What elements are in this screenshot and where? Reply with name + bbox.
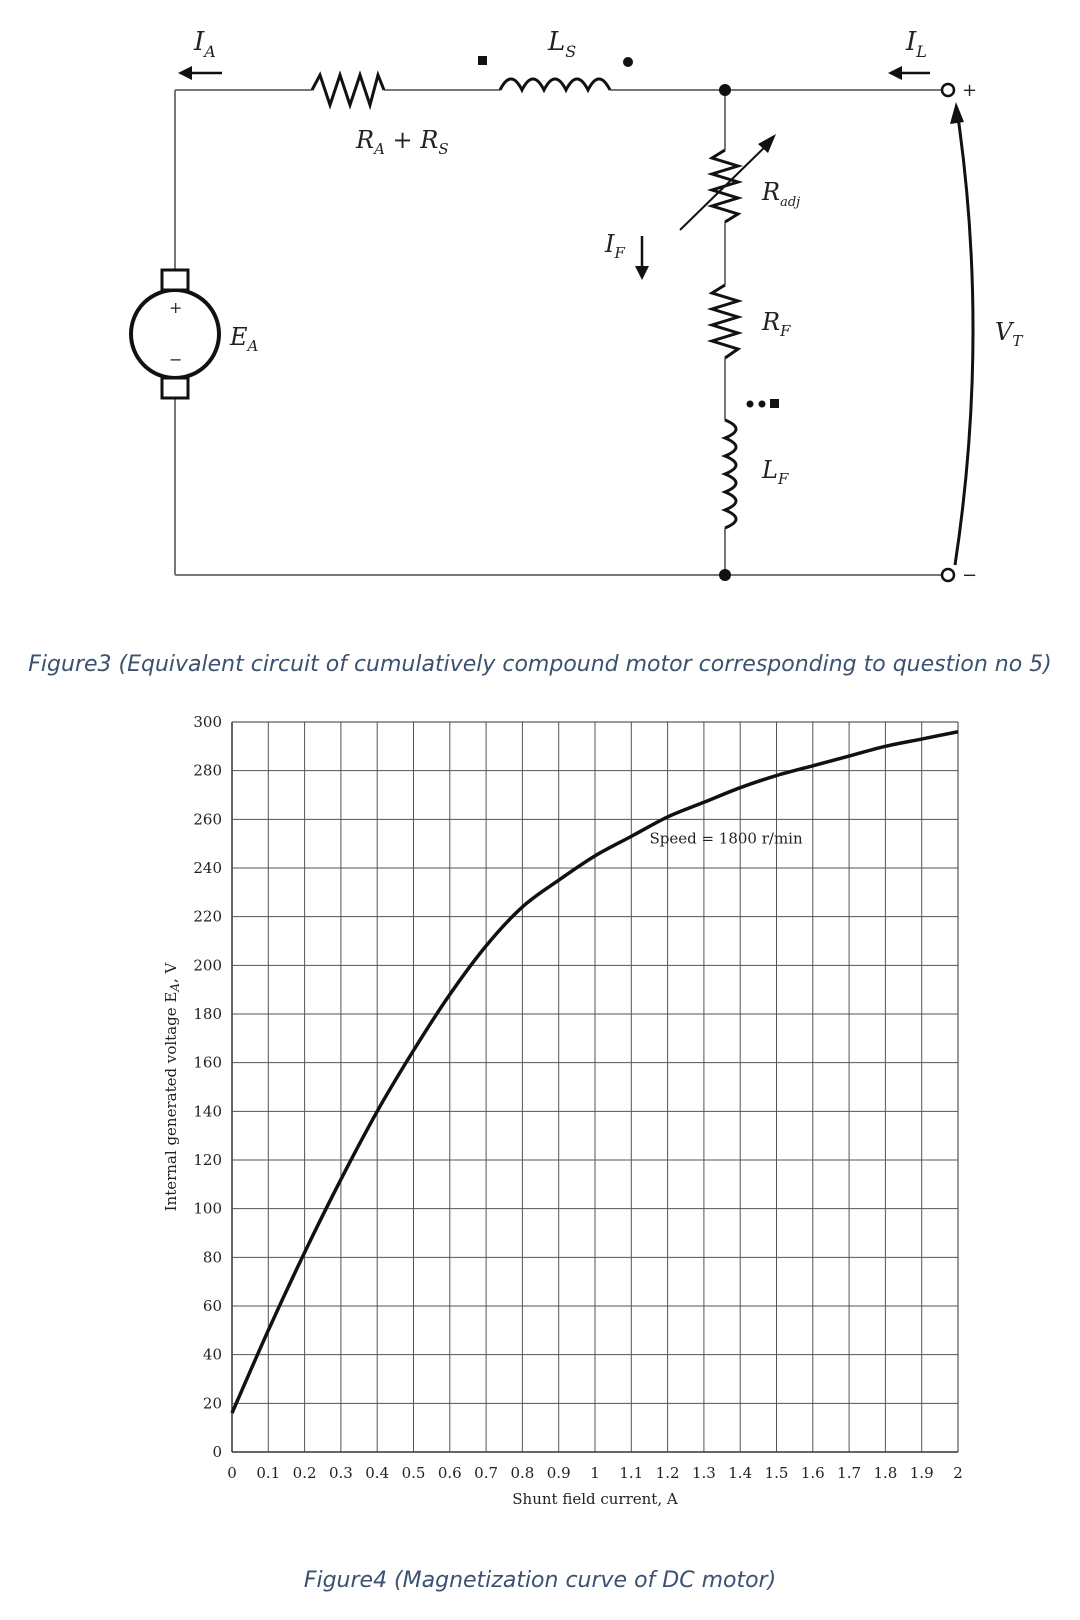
source-brush-top (162, 270, 188, 290)
y-tick-label: 60 (202, 1297, 222, 1315)
junction-bottom (719, 569, 731, 581)
y-tick-label: 300 (193, 713, 222, 731)
series-resistor-symbol (312, 75, 384, 105)
x-tick-label: 1.5 (764, 1464, 789, 1482)
y-tick-label: 120 (193, 1151, 222, 1169)
ls-label: $L_S$ (548, 27, 577, 61)
ia-arrow-head (178, 66, 192, 80)
x-tick-label: 0.2 (292, 1464, 317, 1482)
x-tick-label: 1.8 (873, 1464, 898, 1482)
y-tick-label: 220 (193, 907, 222, 926)
x-tick-label: 0.8 (510, 1464, 535, 1482)
x-tick-label: 0.6 (437, 1464, 462, 1482)
chart-grid (232, 722, 958, 1452)
y-tick-label: 140 (193, 1102, 222, 1121)
lf-inductor-symbol (725, 420, 736, 528)
x-tick-label: 0.5 (401, 1464, 426, 1482)
y-tick-label: 40 (202, 1345, 222, 1364)
series-inductor-symbol (500, 79, 610, 90)
chart-ticks (193, 713, 962, 1482)
y-tick-label: 240 (193, 859, 222, 877)
vt-arc (955, 110, 973, 565)
y-tick-label: 0 (212, 1443, 222, 1461)
series-inductor-square-dot (478, 56, 487, 65)
x-tick-label: 1.2 (655, 1464, 680, 1482)
x-tick-label: 1.4 (728, 1464, 753, 1482)
y-tick-label: 160 (193, 1053, 222, 1072)
x-tick-label: 0.4 (365, 1464, 390, 1482)
x-tick-label: 1.9 (909, 1464, 934, 1482)
plus-terminal-label: + (962, 80, 978, 101)
lf-round-dot-1 (747, 401, 754, 408)
x-tick-label: 0.7 (474, 1464, 499, 1482)
y-tick-label: 80 (202, 1248, 222, 1267)
equivalent-circuit-diagram (0, 0, 1080, 640)
series-inductor-round-dot (623, 57, 633, 67)
x-tick-label: 1.1 (619, 1464, 644, 1482)
radj-label: $R_{adj}$ (762, 178, 801, 210)
x-tick-label: 1.7 (837, 1464, 862, 1482)
rf-label: $R_F$ (762, 308, 791, 340)
vt-label: $V_T$ (995, 318, 1023, 350)
lf-square-dot (770, 399, 779, 408)
ea-label: $E_A$ (230, 323, 259, 355)
source-brush-bottom (162, 378, 188, 398)
x-tick-label: 0 (227, 1464, 237, 1482)
lf-round-dot-2 (759, 401, 766, 408)
speed-annotation: Speed = 1800 r/min (649, 829, 803, 848)
source-minus-label: − (169, 350, 183, 369)
x-axis-label: Shunt field current, A (512, 1490, 678, 1508)
x-tick-label: 0.9 (546, 1464, 571, 1482)
figure4-caption: Figure4 (Magnetization curve of DC motor) (303, 1568, 777, 1593)
rf-resistor-symbol (712, 285, 738, 358)
ra-rs-label: $R_A + R_S$ (356, 126, 449, 158)
x-tick-label: 1.6 (800, 1464, 825, 1482)
x-tick-label: 0.3 (328, 1464, 353, 1482)
y-tick-label: 280 (193, 761, 222, 780)
il-label: $I_L$ (906, 27, 927, 61)
junction-top (719, 84, 731, 96)
figure3-caption: Figure3 (Equivalent circuit of cumulatively compound motor corresponding to question no 5) (28, 652, 1052, 677)
negative-terminal (942, 569, 954, 581)
x-tick-label: 0.1 (256, 1464, 281, 1482)
ia-label: $I_A$ (194, 27, 216, 61)
x-tick-label: 1.3 (691, 1464, 716, 1482)
x-tick-label: 2 (953, 1464, 963, 1482)
lf-label: $L_F$ (762, 456, 789, 488)
magnetization-curve-chart (0, 700, 1080, 1520)
minus-terminal-label: − (962, 565, 978, 586)
positive-terminal (942, 84, 954, 96)
y-tick-label: 200 (193, 956, 222, 975)
if-label: $I_F$ (605, 230, 625, 262)
y-tick-label: 260 (193, 810, 222, 829)
if-arrow-head (635, 266, 649, 280)
x-tick-label: 1 (590, 1464, 600, 1482)
source-plus-label: + (169, 298, 183, 317)
vt-arrow-head (950, 102, 964, 124)
radj-adjust-arrow (680, 140, 772, 230)
y-tick-label: 100 (193, 1199, 222, 1218)
y-tick-label: 20 (202, 1394, 222, 1413)
y-tick-label: 180 (193, 1005, 222, 1023)
il-arrow-head (888, 66, 902, 80)
y-axis-label: Internal generated voltage $E_A$, V (162, 962, 182, 1212)
